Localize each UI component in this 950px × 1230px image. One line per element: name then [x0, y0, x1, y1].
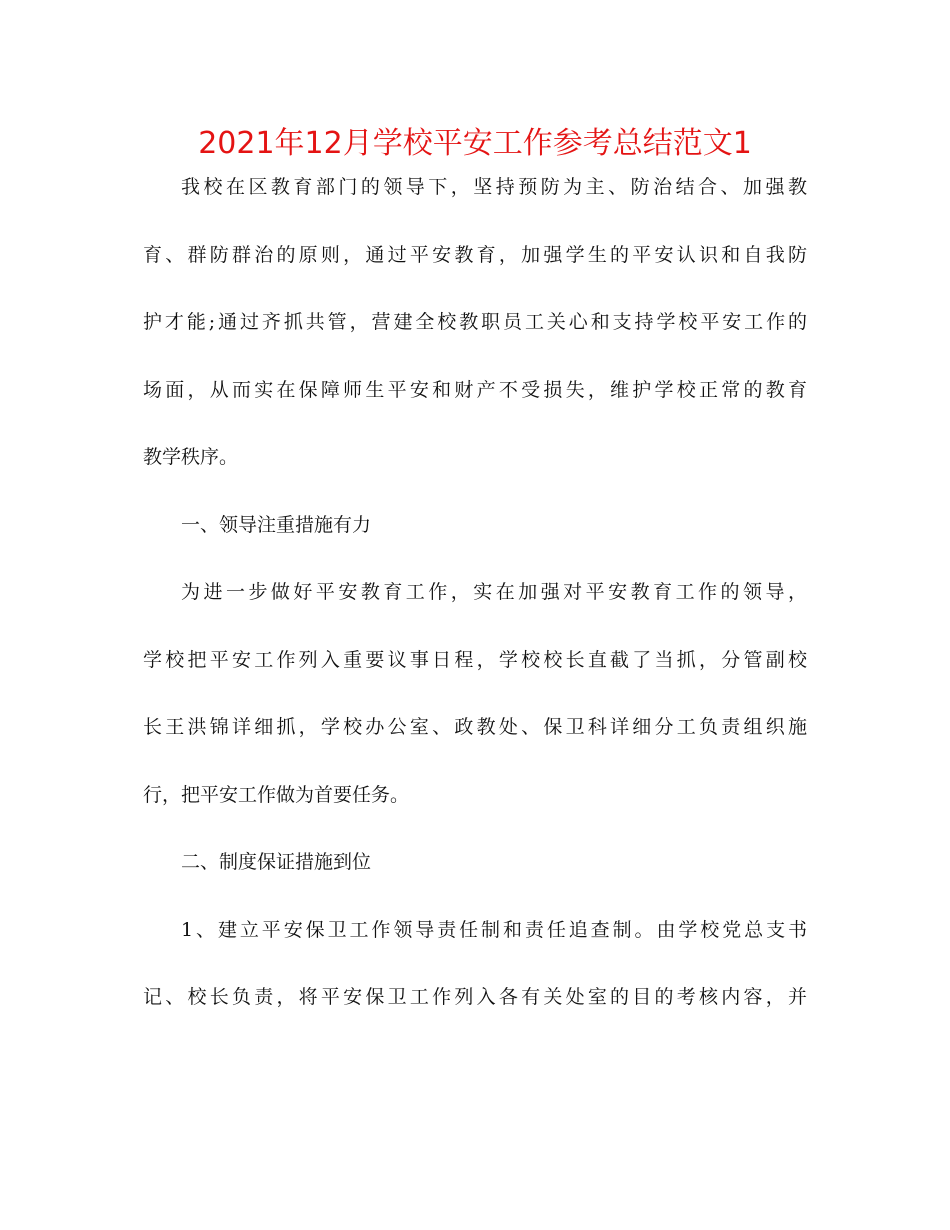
paragraph-line: 学校把平安工作列入重要议事日程，学校校长直截了当抓，分管副校	[143, 648, 807, 671]
paragraph-line: 为进一步做好平安教育工作，实在加强对平安教育工作的领导，	[181, 581, 807, 603]
paragraph-line: 教学秩序。	[143, 446, 239, 468]
paragraph-line: 护才能;通过齐抓共管，营建全校教职员工关心和支持学校平安工作的	[143, 311, 807, 333]
paragraph-line: 记、校长负责，将平安保卫工作列入各有关处室的目的考核内容，并	[143, 986, 807, 1008]
paragraph-line: 1、建立平安保卫工作领导责任制和责任追查制。由学校党总支书	[181, 918, 807, 941]
paragraph-line: 我校在区教育部门的领导下，坚持预防为主、防治结合、加强教	[181, 176, 807, 198]
paragraph-line: 行，把平安工作做为首要任务。	[143, 783, 410, 806]
paragraph-line: 长王洪锦详细抓，学校办公室、政教处、保卫科详细分工负责组织施	[143, 716, 807, 738]
paragraph-line: 场面，从而实在保障师生平安和财产不受损失，维护学校正常的教育	[143, 378, 807, 401]
document-title: 2021年12月学校平安工作参考总结范文1	[198, 126, 752, 161]
paragraph-line: 育、群防群治的原则，通过平安教育，加强学生的平安认识和自我防	[143, 243, 807, 266]
section-heading: 二、制度保证措施到位	[181, 851, 372, 873]
section-heading: 一、领导注重措施有力	[181, 513, 372, 536]
document-body	[143, 170, 807, 1048]
